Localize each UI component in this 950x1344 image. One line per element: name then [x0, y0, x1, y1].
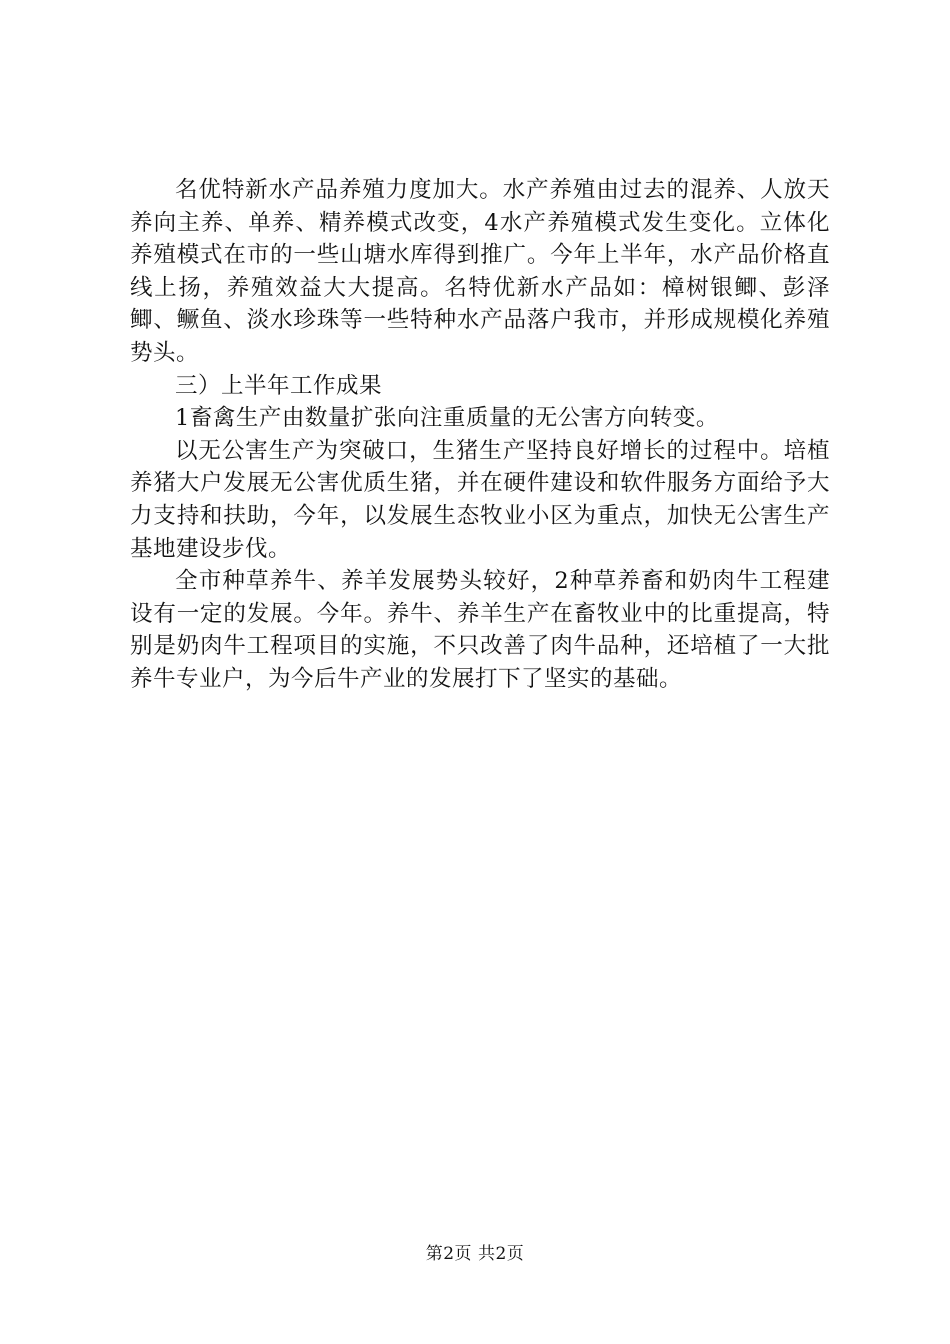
body-text	[130, 174, 830, 696]
paragraph-pig-production: 以无公害生产为突破口，生猪生产坚持良好增长的过程中。培植养猪大户发展无公害优质生猪，并在硬件建设和软件服务方面给予大力支持和扶助，今年，以发展生态牧业小区为重点，加快无公害生产基地建设步伐。	[130, 437, 830, 562]
page-number-footer: 第2页 共2页	[425, 1244, 525, 1264]
paragraph-aquaculture: 名优特新水产品养殖力度加大。水产养殖由过去的混养、人放天养向主养、单养、精养模式改变，4水产养殖模式发生变化。立体化养殖模式在市的一些山塘水库得到推广。今年上半年，水产品价格直线上扬，养殖效益大大提高。名特优新水产品如：樟树银鲫、彭泽鲫、鳜鱼、淡水珍珠等一些特种水产品落户我市，并形成规模化养殖势头。	[130, 177, 830, 366]
paragraph-livestock-shift: 1畜禽生产由数量扩张向注重质量的无公害方向转变。	[175, 405, 719, 432]
section-heading-results: 三）上半年工作成果	[175, 372, 383, 399]
paragraph-cattle-sheep: 全市种草养牛、养羊发展势头较好，2种草养畜和奶肉牛工程建设有一定的发展。今年。养牛、养羊生产在畜牧业中的比重提高，特别是奶肉牛工程项目的实施，不只改善了肉牛品种，还培植了一大批养牛专业户，为今后牛产业的发展打下了坚实的基础。	[130, 568, 830, 692]
